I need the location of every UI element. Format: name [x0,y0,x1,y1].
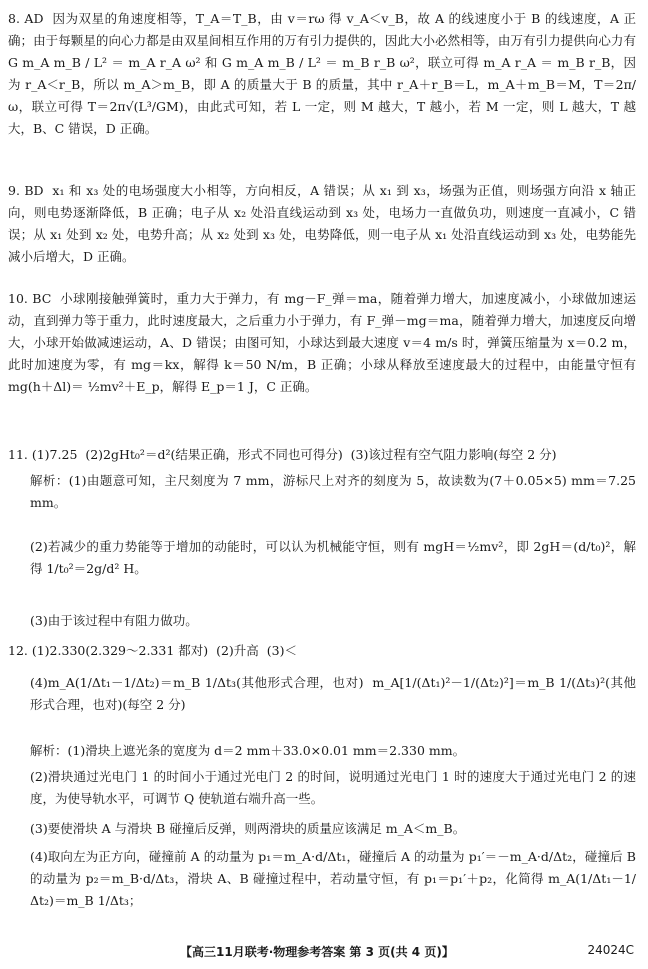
answer-q11-explain-3: (3)由于该过程中有阻力做功。 [30,613,198,628]
answer-q11-explain-1: 解析：(1)由题意可知，主尺刻度为 7 mm，游标尺上对齐的刻度为 5，故读数为(7＋0.05×5) mm＝7.25 mm。 [30,473,640,510]
answer-q12-explain-2: (2)滑块通过光电门 1 的时间小于通过光电门 2 的时间，说明通过光电门 1 时的速度大于通过光电门 2 的速度，为使导轨水平，可调节 Q 使轨道右端升高一些。 [30,769,636,806]
answer-q12-explain-3: (3)要使滑块 A 与滑块 B 碰撞后反弹，则两滑块的质量应该满足 m_A＜m_B。 [30,821,466,836]
answer-q9: 9. BD x₁ 和 x₃ 处的电场强度大小相等，方向相反，A 错误；从 x₁ 到 x₃，场强为正值，则场强方向沿 x 轴正向，则电势逐渐降低，B 正确；电子从 x₂ 处沿直线运动到 x₃ 处，电场力一直做负功，则速度一直减小，C 错误；从 x₁ 处到 x₂ 处，电势升高；从 x₂ 处到 x₃ 处，电势降低，则一电子从 x₁ 处沿直线运动到 x₃ 处，电势能先减小后增大，D 正确。 [8,183,636,264]
answer-q12-explain-4: (4)取向左为正方向，碰撞前 A 的动量为 p₁＝m_A·d/Δt₁，碰撞后 A 的动量为 p₁′＝－m_A·d/Δt₂，碰撞后 B 的动量为 p₂＝m_B·d/Δt₃，滑块 A、B 碰撞过程中，若动量守恒，有 p₁＝p₁′＋p₂，化简得 m_A(1/Δt₁－1/Δt₂)＝m_B 1/Δt₃； [30,849,640,908]
answer-q12-explain-1: 解析：(1)滑块上遮光条的宽度为 d＝2 mm＋33.0×0.01 mm＝2.330 mm。 [30,743,466,758]
answer-q12-head: 12. (1)2.330(2.329～2.331 都对) (2)升高 (3)＜ [8,643,297,658]
answer-q8: 8. AD 因为双星的角速度相等，T_A＝T_B，由 v＝rω 得 v_A＜v_B，故 A 的线速度小于 B 的线速度，A 正确；由于每颗星的向心力都是由双星间相互作用的万有引力提供的，因此大小必然相等，由万有引力提供向心力有 G m_A m_B / L² ＝ m_A r_A ω² 和 G m_A m_B / L² ＝ m_B r_B ω²，联立可得 m_A r_A ＝ m_B r_B，因为 r_A＜r_B，所以 m_A＞m_B，即 A 的质量大于 B 的质量，其中 r_A＋r_B＝L，m_A＋m_B＝M，T＝2π/ω，联立可得 T＝2π√(L³/GM)，由此式可知，若 L 一定，则 M 越大，T 越小，若 M 一定，则 L 越大，T 越大，B、C 错误，D 正确。 [8,11,640,136]
answer-q11-explain-2: (2)若减少的重力势能等于增加的动能时，可以认为机械能守恒，则有 mgH＝½mv²，即 2gH＝(d/t₀)²，解得 1/t₀²＝2g/d² H。 [30,539,636,576]
footer-code: 24024C [587,943,634,957]
answer-q11-head: 11. (1)7.25 (2)2gHt₀²＝d²(结果正确，形式不同也可得分) (3)该过程有空气阻力影响(每空 2 分) [8,447,557,462]
answer-q10: 10. BC 小球刚接触弹簧时，重力大于弹力，有 mg－F_弹＝ma，随着弹力增大，加速度减小，小球做加速运动，直到弹力等于重力，此时速度最大，之后重力小于弹力，有 F_弹－mg＝ma，随着弹力增大，加速度反向增大，小球开始做减速运动，A、D 错误；由图可知，小球达到最大速度 v＝4 m/s 时，弹簧压缩量为 x＝0.2 m，此时加速度为零，有 mg＝kx，解得 k＝50 N/m，B 正确；小球从释放至速度最大的过程中，由能量守恒有 mg(h＋Δl)＝ ½mv²＋E_p，解得 E_p＝1 J，C 正确。 [8,291,640,394]
footer-title: 【高三11月联考·物理参考答案 第 3 页(共 4 页)】 [180,945,454,959]
answer-q12-head-2: (4)m_A(1/Δt₁－1/Δt₂)＝m_B 1/Δt₃(其他形式合理，也对) m_A[1/(Δt₁)²－1/(Δt₂)²]＝m_B 1/(Δt₃)²(其他形式合理，也对)(每空 2 分) [30,675,636,712]
